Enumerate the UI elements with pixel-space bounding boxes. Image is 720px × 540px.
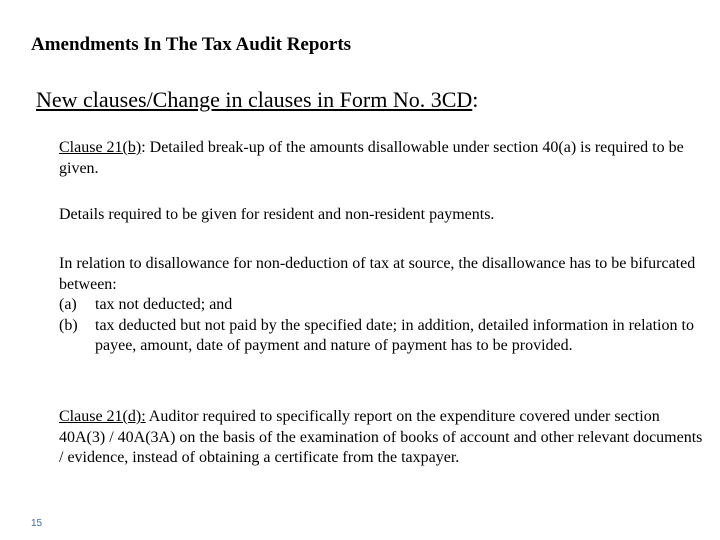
- subtitle-suffix: :: [472, 87, 479, 112]
- slide-subtitle: [36, 86, 478, 114]
- clause-21d-paragraph: [59, 407, 709, 469]
- list-item-text: tax deducted but not paid by the specified date; in addition, detailed information in relation to payee, amount, date of payment and nature of payment has to be provided.: [95, 316, 694, 354]
- subtitle-underlined-text: New clauses/Change in clauses in Form No. 3CD: [36, 87, 473, 112]
- resident-payments-paragraph: Details required to be given for resident and non-resident payments.: [59, 206, 495, 223]
- clause-21b-paragraph: [59, 138, 709, 179]
- list-item-marker: (a): [59, 296, 77, 313]
- clause-21b-text: : Detailed break-up of the amounts disallowable under section 40(a) is required to be given.: [59, 139, 684, 177]
- page-number: 15: [31, 518, 43, 529]
- list-item: [59, 295, 709, 316]
- list-item: [59, 316, 709, 357]
- clause-21d-text: Auditor required to specifically report on the expenditure covered under section 40A(3) / 40A(3A) on the basis of the examination of books of account and other relevant documents / evidence, instead of obtaining a certificate from the taxpayer.: [59, 408, 703, 466]
- clause-21d-label: Clause 21(d):: [59, 408, 146, 425]
- list-item-text: tax not deducted; and: [95, 296, 233, 313]
- clause-21b-label: Clause 21(b): [59, 139, 142, 156]
- slide-title: Amendments In The Tax Audit Reports: [31, 34, 352, 55]
- disallowance-intro: In relation to disallowance for non-deduction of tax at source, the disallowance has to be bifurcated between:: [59, 255, 696, 293]
- bifurcation-list: [59, 295, 709, 357]
- disallowance-paragraph: [59, 254, 709, 357]
- list-item-marker: (b): [59, 316, 78, 334]
